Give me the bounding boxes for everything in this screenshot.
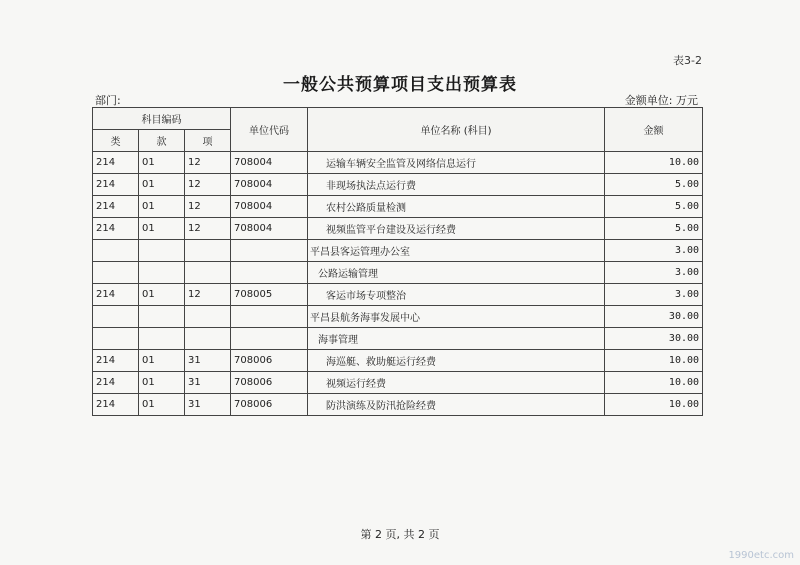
cell-kuan: 01 xyxy=(139,372,185,394)
table-row xyxy=(93,152,703,174)
cell-xiang xyxy=(185,240,231,262)
page-footer: 第 2 页, 共 2 页 xyxy=(360,528,440,541)
cell-lei xyxy=(93,328,139,350)
cell-unit-code xyxy=(231,262,308,284)
cell-lei xyxy=(93,240,139,262)
cell-unit-code: 708006 xyxy=(231,372,308,394)
cell-amount: 10.00 xyxy=(605,394,703,416)
cell-amount: 10.00 xyxy=(605,372,703,394)
cell-lei: 214 xyxy=(93,152,139,174)
cell-amount: 10.00 xyxy=(605,152,703,174)
cell-unit-name: 平昌县客运管理办公室 xyxy=(308,240,605,262)
header-xiang: 项 xyxy=(185,130,231,152)
cell-xiang: 31 xyxy=(185,372,231,394)
cell-kuan: 01 xyxy=(139,196,185,218)
table-row xyxy=(93,218,703,240)
cell-xiang: 12 xyxy=(185,196,231,218)
cell-amount: 30.00 xyxy=(605,306,703,328)
table-row xyxy=(93,328,703,350)
cell-kuan: 01 xyxy=(139,394,185,416)
cell-amount: 10.00 xyxy=(605,350,703,372)
table-row xyxy=(93,174,703,196)
cell-unit-code: 708006 xyxy=(231,394,308,416)
cell-unit-code: 708004 xyxy=(231,152,308,174)
cell-lei: 214 xyxy=(93,394,139,416)
cell-kuan: 01 xyxy=(139,152,185,174)
table-row xyxy=(93,306,703,328)
table-row xyxy=(93,240,703,262)
cell-kuan xyxy=(139,262,185,284)
cell-unit-name: 非现场执法点运行费 xyxy=(308,174,605,196)
table-row xyxy=(93,372,703,394)
cell-unit-code xyxy=(231,240,308,262)
cell-unit-name: 视频监管平台建设及运行经费 xyxy=(308,218,605,240)
cell-unit-name: 防洪演练及防汛抢险经费 xyxy=(308,394,605,416)
cell-unit-name: 海巡艇、救助艇运行经费 xyxy=(308,350,605,372)
cell-unit-code: 708006 xyxy=(231,350,308,372)
header-amount: 金额 xyxy=(605,108,703,152)
cell-amount: 5.00 xyxy=(605,196,703,218)
header-lei: 类 xyxy=(93,130,139,152)
header-unit-code: 单位代码 xyxy=(231,108,308,152)
cell-unit-code: 708004 xyxy=(231,196,308,218)
cell-kuan: 01 xyxy=(139,174,185,196)
table-row xyxy=(93,196,703,218)
cell-xiang: 12 xyxy=(185,174,231,196)
cell-unit-name: 海事管理 xyxy=(308,328,605,350)
header-kuan: 款 xyxy=(139,130,185,152)
cell-kuan xyxy=(139,328,185,350)
cell-xiang xyxy=(185,306,231,328)
cell-amount: 5.00 xyxy=(605,174,703,196)
cell-unit-code: 708004 xyxy=(231,174,308,196)
cell-xiang: 31 xyxy=(185,350,231,372)
amount-unit: 金额单位: 万元 xyxy=(624,94,698,107)
watermark: 1990etc.com xyxy=(728,550,794,561)
table-row xyxy=(93,394,703,416)
table-row xyxy=(93,284,703,306)
cell-xiang: 12 xyxy=(185,284,231,306)
page-title: 一般公共预算项目支出预算表 xyxy=(283,75,517,95)
cell-unit-code: 708005 xyxy=(231,284,308,306)
cell-xiang xyxy=(185,262,231,284)
cell-amount: 3.00 xyxy=(605,240,703,262)
cell-lei xyxy=(93,262,139,284)
cell-unit-name: 农村公路质量检测 xyxy=(308,196,605,218)
table-body xyxy=(93,152,703,416)
cell-xiang xyxy=(185,328,231,350)
cell-xiang: 31 xyxy=(185,394,231,416)
cell-unit-code xyxy=(231,306,308,328)
cell-lei: 214 xyxy=(93,350,139,372)
cell-lei: 214 xyxy=(93,372,139,394)
table-row xyxy=(93,262,703,284)
header-unit-name: 单位名称 (科目) xyxy=(308,108,605,152)
cell-unit-name: 运输车辆安全监管及网络信息运行 xyxy=(308,152,605,174)
cell-amount: 30.00 xyxy=(605,328,703,350)
table-row xyxy=(93,350,703,372)
cell-kuan: 01 xyxy=(139,284,185,306)
cell-xiang: 12 xyxy=(185,218,231,240)
cell-lei xyxy=(93,306,139,328)
cell-kuan: 01 xyxy=(139,350,185,372)
cell-unit-name: 公路运输管理 xyxy=(308,262,605,284)
cell-amount: 3.00 xyxy=(605,284,703,306)
cell-kuan xyxy=(139,306,185,328)
cell-lei: 214 xyxy=(93,174,139,196)
cell-lei: 214 xyxy=(93,284,139,306)
cell-kuan: 01 xyxy=(139,218,185,240)
cell-unit-name: 视频运行经费 xyxy=(308,372,605,394)
cell-xiang: 12 xyxy=(185,152,231,174)
cell-unit-name: 客运市场专项整治 xyxy=(308,284,605,306)
cell-amount: 5.00 xyxy=(605,218,703,240)
department-label: 部门: xyxy=(95,94,121,107)
header-subject-code: 科目编码 xyxy=(93,108,231,130)
cell-unit-name: 平昌县航务海事发展中心 xyxy=(308,306,605,328)
cell-lei: 214 xyxy=(93,196,139,218)
budget-table xyxy=(92,107,703,416)
cell-kuan xyxy=(139,240,185,262)
cell-unit-code xyxy=(231,328,308,350)
cell-amount: 3.00 xyxy=(605,262,703,284)
cell-lei: 214 xyxy=(93,218,139,240)
table-number: 表3-2 xyxy=(673,54,702,67)
cell-unit-code: 708004 xyxy=(231,218,308,240)
